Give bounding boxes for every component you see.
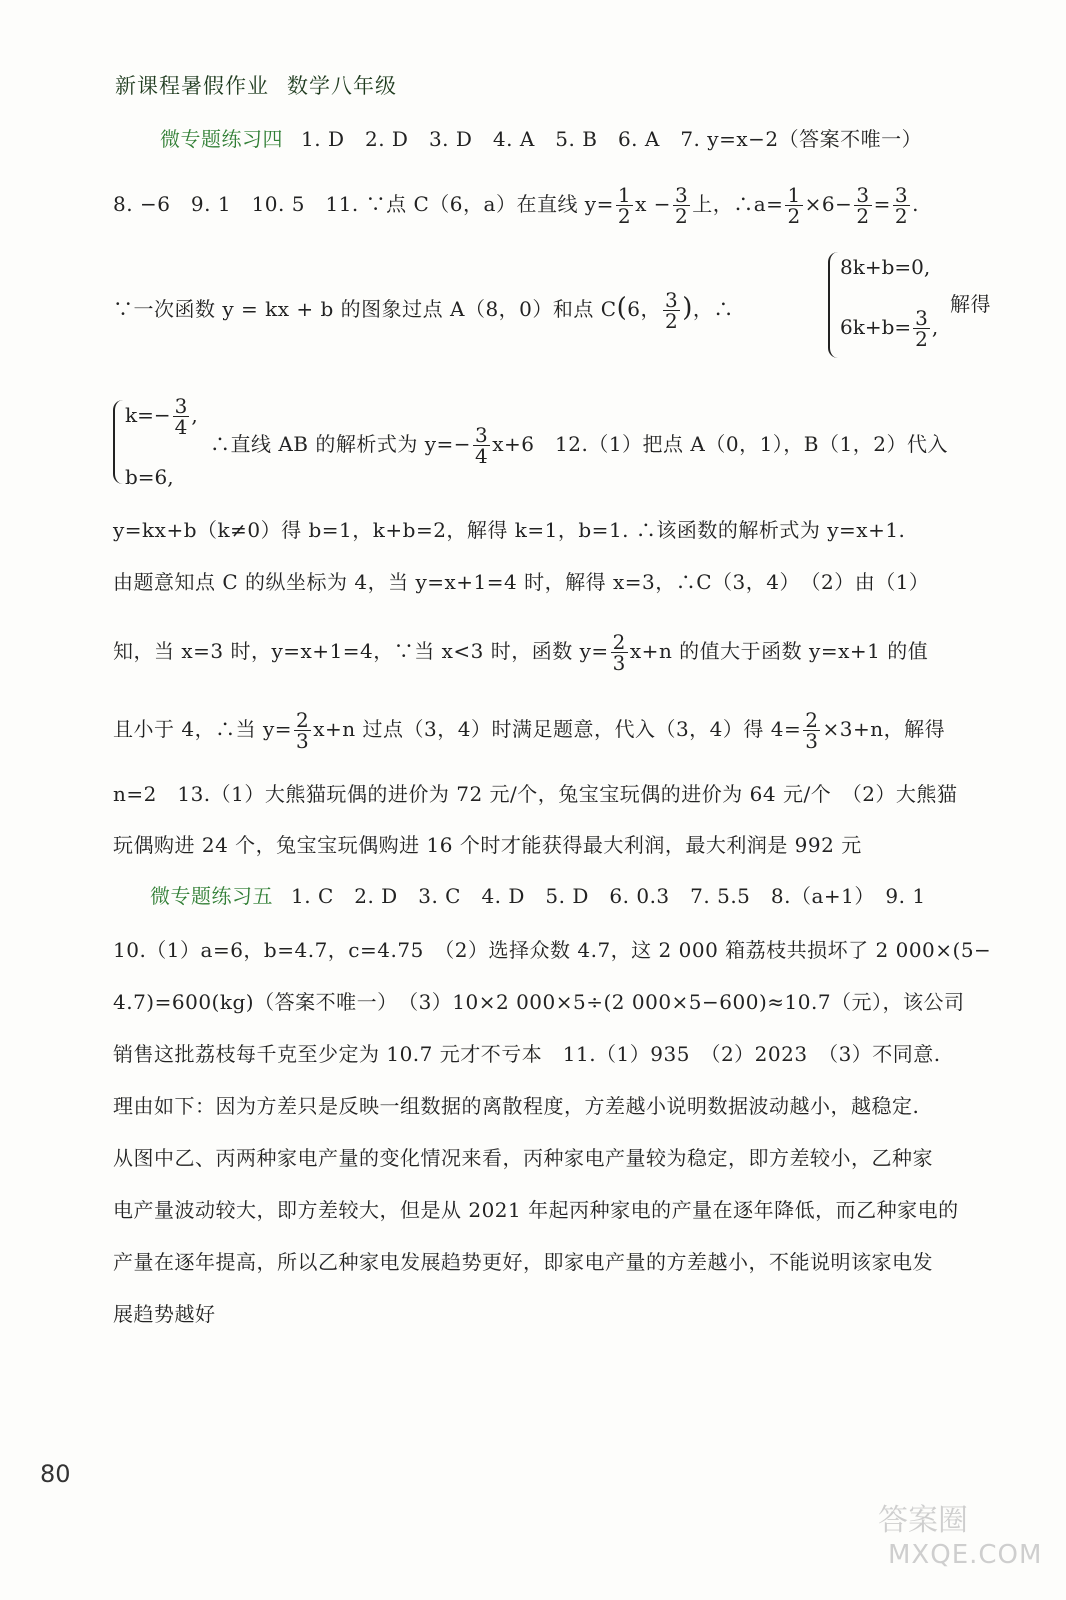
fraction: $\frac{3}{4}$ — [475, 423, 489, 468]
watermark-logo: 答案圈 — [878, 1503, 968, 1538]
fraction: $\frac{3}{2}$ — [894, 183, 909, 228]
section4-line4: ∴直线 AB 的解析式为 y=− $\frac{3}{4}$ x+6 12.（1）把点 A（0，1），B（1，2）代入 — [210, 423, 948, 468]
section4-line8: 且小于 4，∴当 y= $\frac{2}{3}$ x+n 过点（3，4）时满足题意，代入（3，4）得 4= $\frac{2}{3}$ ×3+n，解得 — [113, 708, 946, 753]
book-subtitle: 数学八年级 — [287, 74, 397, 98]
equation-system-2: k=− $\frac{3}{4}$ , b=6, — [113, 400, 223, 484]
fraction: $\frac{3}{2}$ — [915, 306, 928, 351]
fraction: $\frac{2}{3}$ — [612, 630, 626, 675]
page-header — [115, 70, 397, 100]
fraction: $\frac{1}{2}$ — [787, 183, 801, 228]
section5-line1: 微专题练习五 1. C 2. D 3. C 4. D 5. D 6. 0.3 7. 5.5 8.（a+1） 9. 1 — [150, 884, 926, 908]
page-number: 80 — [40, 1460, 71, 1488]
section4-line5: y=kx+b（k≠0）得 b=1，k+b=2，解得 k=1，b=1. ∴该函数的解析式为 y=x+1. — [113, 518, 906, 542]
section5-line2: 10.（1）a=6，b=4.7，c=4.75 （2）选择众数 4.7，这 2 000 箱荔枝共损坏了 2 000×(5− — [113, 938, 992, 962]
section4-line7: 知，当 x=3 时，y=x+1=4，∵当 x<3 时，函数 y= $\frac{2}{3}$ x+n 的值大于函数 y=x+1 的值 — [113, 630, 929, 675]
section5-line8: 产量在逐年提高，所以乙种家电发展趋势更好，即家电产量的方差越小，不能说明该家电发 — [113, 1250, 933, 1274]
section5-title: 微专题练习五 — [150, 884, 273, 908]
equation-system-1: 8k+b=0, 6k+b= $\frac{3}{2}$ , — [828, 252, 948, 358]
fraction: $\frac{1}{2}$ — [617, 183, 632, 228]
section4-line3: ∵一次函数 y = kx + b 的图象过点 A（8，0）和点 C(6， $\frac{3}{2}$ )，∴ — [113, 288, 734, 333]
fraction: $\frac{3}{2}$ — [856, 183, 870, 228]
section5-line6: 从图中乙、丙两种家电产量的变化情况来看，丙种家电产量较为稳定，即方差较小，乙种家 — [113, 1146, 933, 1170]
section5-line3: 4.7)=600(kg)（答案不唯一） （3）10×2 000×5÷(2 000×5−600)≈10.7（元），该公司 — [113, 990, 965, 1014]
solve-label: 解得 — [950, 292, 991, 316]
section4-title: 微专题练习四 — [160, 127, 283, 151]
fraction: $\frac{2}{3}$ — [805, 708, 819, 753]
book-title: 新课程暑假作业 — [115, 74, 269, 98]
section4-line6: 由题意知点 C 的纵坐标为 4，当 y=x+1=4 时，解得 x=3，∴C（3，4） （2）由（1） — [113, 570, 930, 594]
fraction: $\frac{2}{3}$ — [296, 708, 310, 753]
fraction: $\frac{3}{2}$ — [675, 183, 689, 228]
section4-line1: 微专题练习四 1. D 2. D 3. D 4. A 5. B 6. A 7. y=x−2（答案不唯一） — [160, 127, 923, 151]
fraction: $\frac{3}{2}$ — [664, 288, 679, 333]
watermark-site: MXQE.COM — [888, 1540, 1043, 1570]
section5-line5: 理由如下：因为方差只是反映一组数据的离散程度，方差越小说明数据波动越小，越稳定. — [113, 1094, 920, 1118]
section5-line9: 展趋势越好 — [113, 1302, 216, 1326]
section4-line9: n=2 13.（1）大熊猫玩偶的进价为 72 元/个，兔宝宝玩偶的进价为 64 元/个 （2）大熊猫 — [113, 782, 958, 806]
section5-line4: 销售这批荔枝每千克至少定为 10.7 元才不亏本 11.（1）935 （2）2023 （3）不同意. — [113, 1042, 941, 1066]
section5-line7: 电产量波动较大，即方差较大，但是从 2021 年起丙种家电的产量在逐年降低，而乙种家电的 — [113, 1198, 959, 1222]
section4-line10: 玩偶购进 24 个，兔宝宝玩偶购进 16 个时才能获得最大利润，最大利润是 992 元 — [113, 833, 862, 857]
fraction: $\frac{3}{4}$ — [174, 394, 188, 439]
section4-line2: 8. −6 9. 1 10. 5 11. ∵点 C（6，a）在直线 y= $\frac{1}{2}$ x − $\frac{3}{2}$ 上，∴a= $\frac{1}{2}$ ×6− $\frac{3}{2}$ = $\frac{3}{2}$ . — [113, 183, 920, 228]
